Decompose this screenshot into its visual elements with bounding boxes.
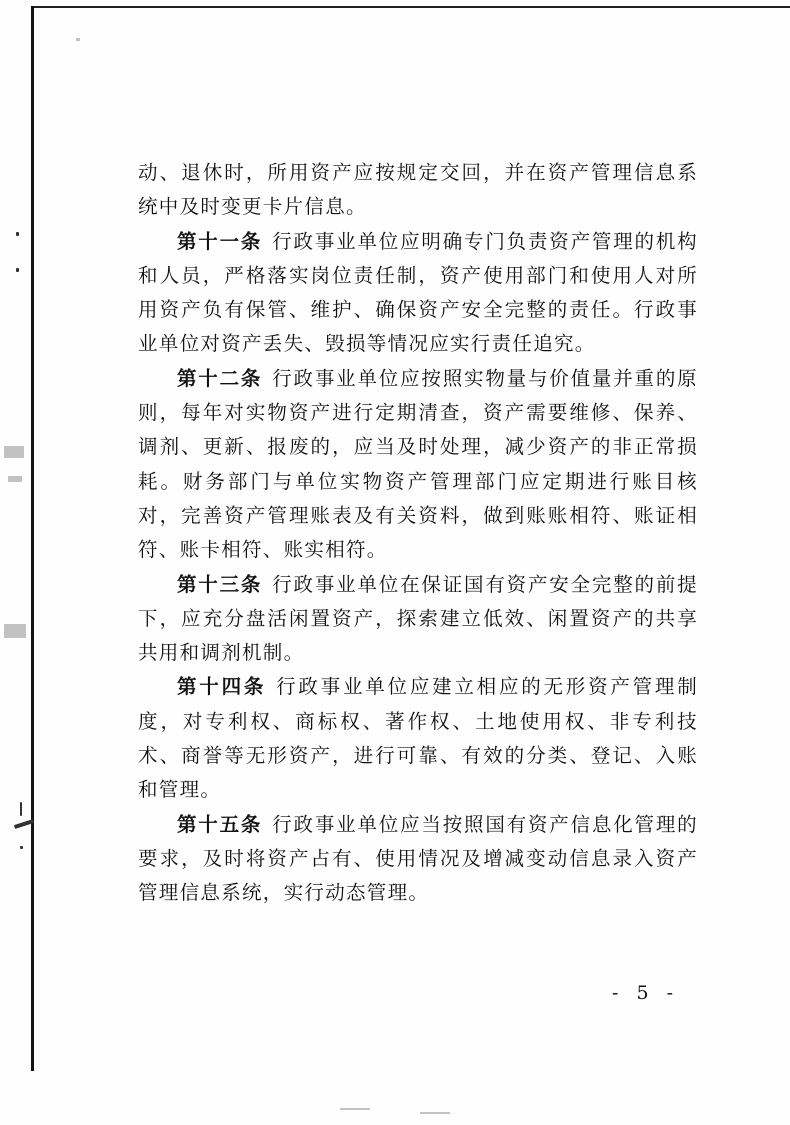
- article-number: 第十一条: [177, 229, 263, 253]
- paragraph-continued: [138, 156, 698, 225]
- scan-top-edge: [33, 6, 790, 8]
- article-number: 第十三条: [177, 572, 263, 596]
- scan-left-edge: [31, 6, 34, 1071]
- scan-speck: [76, 38, 80, 41]
- scan-smudge: [4, 624, 26, 638]
- article-text: 行政事业单位应明确专门负责资产管理的机构和人员，严格落实岗位责任制，资产使用部门和使用人对所用资产负有保管、维护、确保资产安全完整的责任。行政事业单位对资产丢失、毁损等情况应实行责任追究。: [138, 229, 698, 356]
- document-body: [138, 156, 698, 911]
- article-text: 行政事业单位应当按照国有资产信息化管理的要求，及时将资产占有、使用情况及增减变动信息录入资产管理信息系统，实行动态管理。: [138, 812, 698, 905]
- scan-smudge: [420, 1112, 450, 1114]
- scan-speck: [20, 802, 22, 816]
- paragraph-text: 动、退休时，所用资产应按规定交回，并在资产管理信息系统中及时变更卡片信息。: [138, 161, 698, 219]
- scan-speck: [20, 846, 23, 849]
- scan-speck: [16, 232, 19, 236]
- scan-smudge: [340, 1108, 370, 1110]
- article-12: [138, 362, 698, 568]
- article-number: 第十二条: [177, 366, 263, 390]
- scan-speck: [16, 268, 19, 272]
- article-text: 行政事业单位在保证国有资产安全完整的前提下，应充分盘活闲置资产，探索建立低效、闲置资产的共享共用和调剂机制。: [138, 572, 698, 665]
- article-14: [138, 670, 698, 807]
- page-number: - 5 -: [612, 982, 680, 1004]
- article-number: 第十四条: [177, 675, 267, 699]
- article-text: 行政事业单位应建立相应的无形资产管理制度，对专利权、商标权、著作权、土地使用权、非专利技术、商誉等无形资产，进行可靠、有效的分类、登记、入账和管理。: [138, 675, 699, 802]
- article-15: [138, 808, 698, 911]
- article-11: [138, 225, 698, 362]
- scan-smudge: [4, 446, 24, 458]
- article-13: [138, 568, 698, 671]
- article-text: 行政事业单位应按照实物量与价值量并重的原则，每年对实物资产进行定期清查，资产需要维修、保养、调剂、更新、报废的，应当及时处理，减少资产的非正常损耗。财务部门与单位实物资产管理部门应定期进行账目核对，完善资产管理账表及有关资料，做到账账相符、账证相符、账卡相符、账实相符。: [138, 366, 698, 562]
- article-number: 第十五条: [177, 812, 263, 836]
- scan-smudge: [8, 476, 22, 482]
